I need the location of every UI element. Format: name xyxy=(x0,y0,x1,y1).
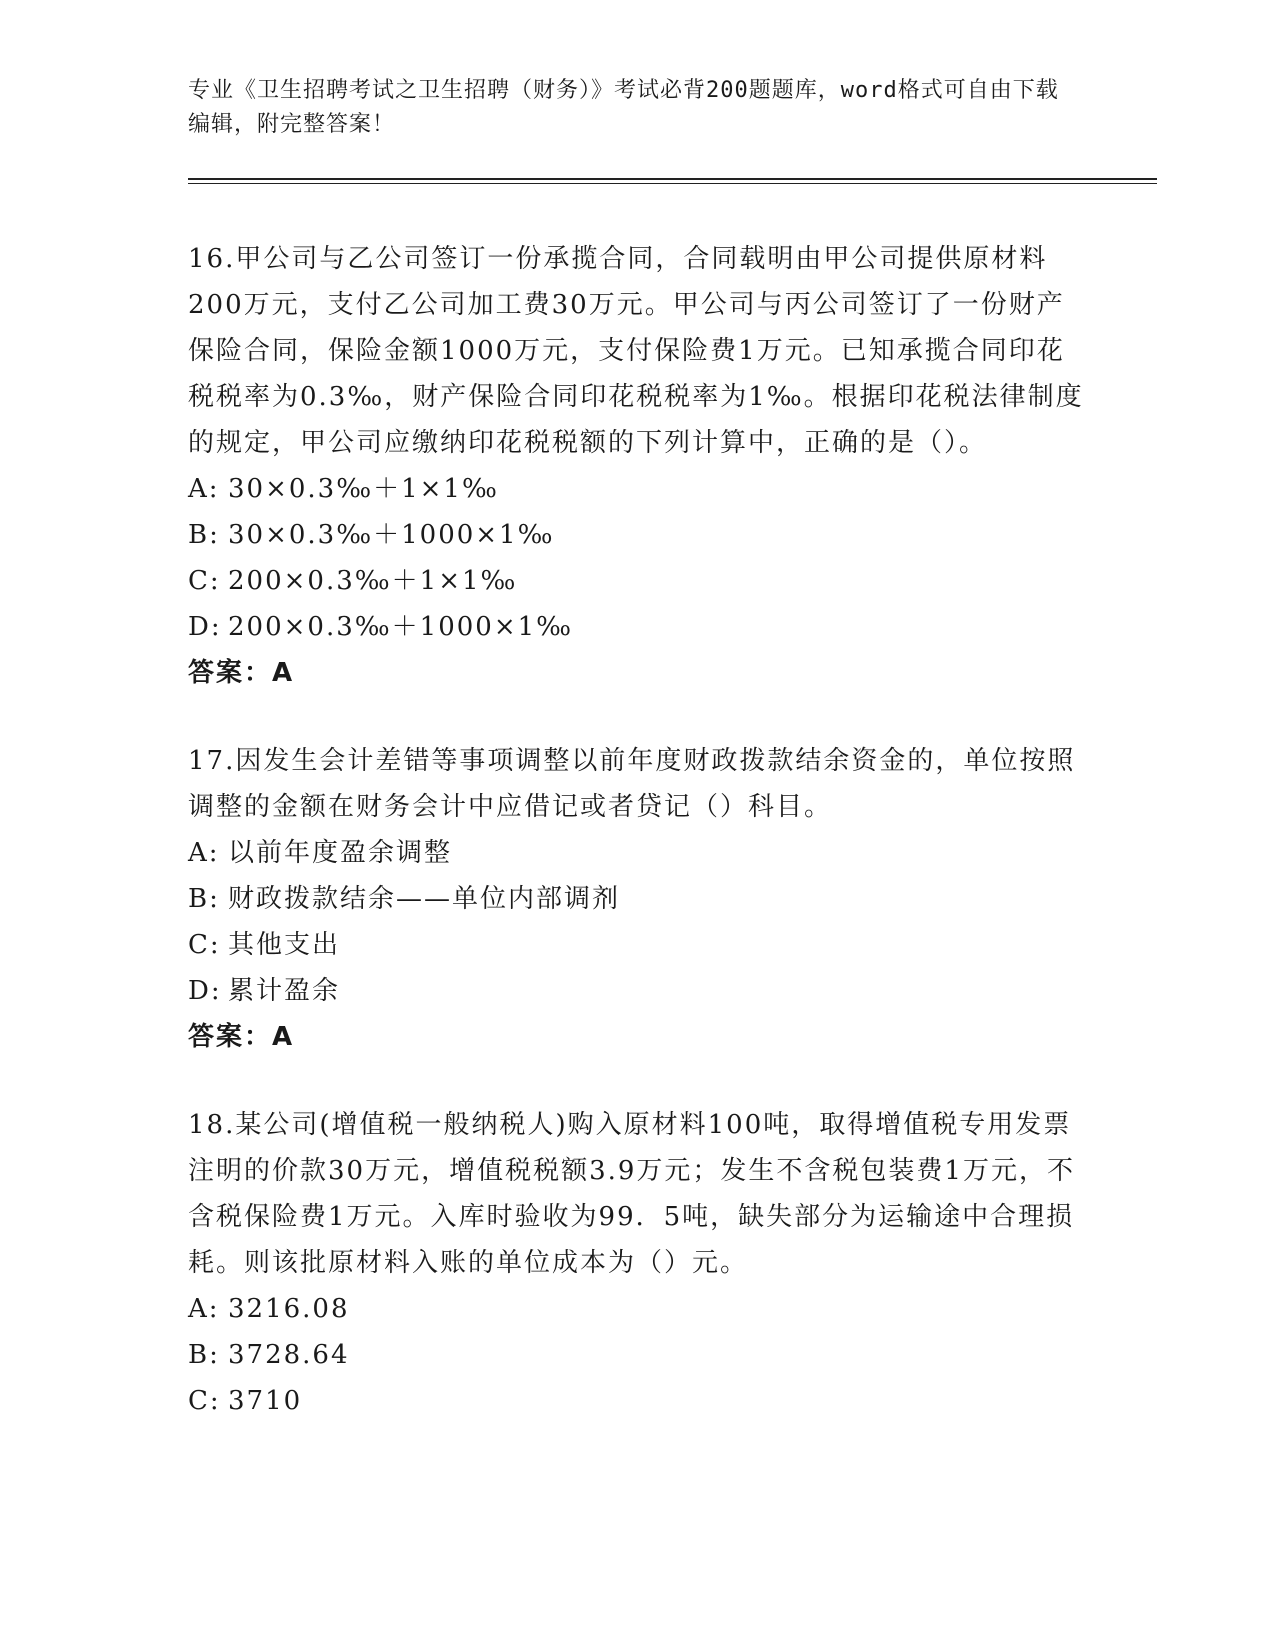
header-divider xyxy=(188,178,1157,184)
option-key: C: xyxy=(188,930,221,960)
question-17 xyxy=(188,738,1088,1060)
option-key: A: xyxy=(188,1294,220,1324)
question-stem: 17.因发生会计差错等事项调整以前年度财政拨款结余资金的，单位按照调整的金额在财务会计中应借记或者贷记（）科目。 xyxy=(188,746,1076,822)
answer: 答案：A xyxy=(188,658,295,688)
option-text: 30×0.3‰＋1×1‰ xyxy=(228,474,499,504)
option-key: B: xyxy=(188,1340,220,1370)
option-text: 30×0.3‰＋1000×1‰ xyxy=(228,520,555,550)
option-text: 累计盈余 xyxy=(228,976,341,1006)
option-key: A: xyxy=(188,838,220,868)
option-text: 3728.64 xyxy=(228,1340,350,1370)
option-key: D: xyxy=(188,612,222,642)
option-text: 200×0.3‰＋1×1‰ xyxy=(228,566,518,596)
option-a xyxy=(188,1286,1088,1332)
option-b xyxy=(188,1332,1088,1378)
question-18 xyxy=(188,1102,1088,1424)
option-text: 以前年度盈余调整 xyxy=(228,838,453,868)
option-key: C: xyxy=(188,1386,221,1416)
option-a xyxy=(188,466,1088,512)
option-text: 其他支出 xyxy=(228,930,341,960)
option-key: B: xyxy=(188,884,220,914)
option-text: 3216.08 xyxy=(228,1294,350,1324)
question-list xyxy=(188,236,1088,1466)
document-header: 专业《卫生招聘考试之卫生招聘（财务）》考试必背200题题库，word格式可自由下载编辑，附完整答案！ xyxy=(188,78,1059,137)
option-c xyxy=(188,558,1088,604)
option-d xyxy=(188,968,1088,1014)
answer: 答案：A xyxy=(188,1022,295,1052)
option-key: B: xyxy=(188,520,220,550)
question-stem: 16.甲公司与乙公司签订一份承揽合同，合同载明由甲公司提供原材料200万元，支付乙公司加工费30万元。甲公司与丙公司签订了一份财产保险合同，保险金额1000万元，支付保险费1万元。已知承揽合同印花税税率为0.3‰，财产保险合同印花税税率为1‰。根据印花税法律制度的规定，甲公司应缴纳印花税税额的下列计算中，正确的是（）。 xyxy=(188,244,1084,458)
option-text: 200×0.3‰＋1000×1‰ xyxy=(228,612,574,642)
option-a xyxy=(188,830,1088,876)
option-key: C: xyxy=(188,566,221,596)
option-key: D: xyxy=(188,976,222,1006)
option-c xyxy=(188,922,1088,968)
option-text: 财政拨款结余——单位内部调剂 xyxy=(228,884,621,914)
option-c xyxy=(188,1378,1088,1424)
option-b xyxy=(188,876,1088,922)
option-key: A: xyxy=(188,474,220,504)
question-stem: 18.某公司(增值税一般纳税人)购入原材料100吨，取得增值税专用发票注明的价款30万元，增值税税额3.9万元；发生不含税包装费1万元，不含税保险费1万元。入库时验收为99．5吨，缺失部分为运输途中合理损耗。则该批原材料入账的单位成本为（）元。 xyxy=(188,1110,1075,1278)
option-b xyxy=(188,512,1088,558)
option-text: 3710 xyxy=(228,1386,303,1416)
question-16 xyxy=(188,236,1088,696)
option-d xyxy=(188,604,1088,650)
